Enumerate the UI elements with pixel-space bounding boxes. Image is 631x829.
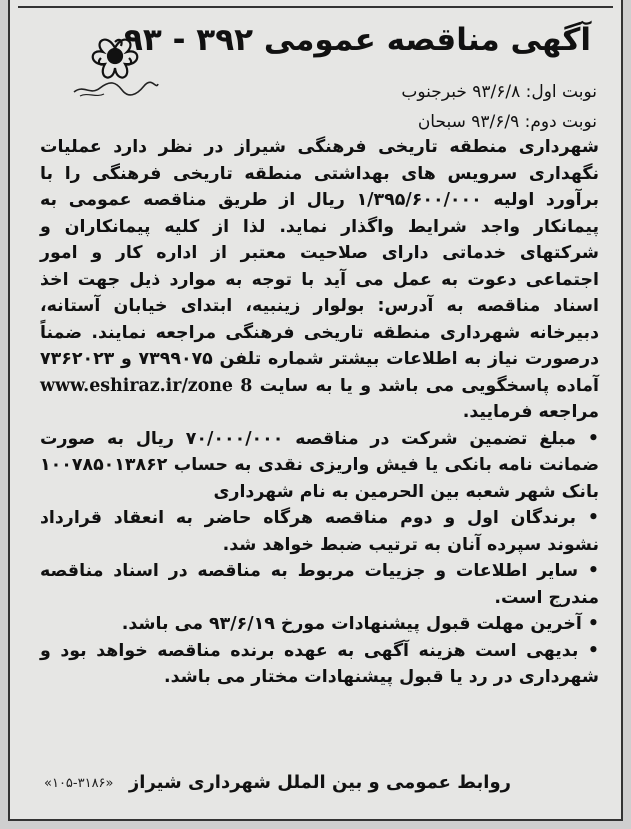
- second-publication-notice: نوبت دوم: ۹۳/۶/۹ سبحان: [417, 112, 597, 132]
- top-rule: [18, 6, 613, 8]
- newspaper-clipping: [8, 0, 623, 821]
- bullet-guarantee: • مبلغ تضمین شرکت در مناقصه ۷۰/۰۰۰/۰۰۰ ریال به صورت ضمانت نامه بانکی یا فیش واریزی نقدی به حساب ۱۰۰۷۸۵۰۱۳۸۶۲ بانک شهر شعبه بین الحرمین به نام شهرداری: [40, 428, 599, 502]
- page-title: آگهی مناقصه عمومی ۳۹۲ - ۹۳: [123, 22, 591, 58]
- main-paragraph: [40, 134, 599, 426]
- main-paragraph-end: مراجعه فرمایید.: [462, 402, 599, 422]
- ad-code: «۱۰۵-۳۱۸۶»: [44, 776, 114, 791]
- main-paragraph-text: شهرداری منطقه تاریخی فرهنگی شیراز در نظر دارد عملیات نگهداری سرویس های بهداشتی منطقه تاریخی فرهنگی را با برآورد اولیه ۱/۳۹۵/۶۰۰/۰۰۰ ریال از طریق مناقصه عمومی به پیمانکار واجد شرایط واگذار نماید. لذا از کلیه پیمانکاران و شرکتهای خدماتی دارای صلاحیت معتبر از اداره کار و امور اجتماعی دعوت به عمل می آید با توجه به موارد ذیل جهت اخذ اسناد مناقصه به آدرس: بولوار زینبیه، ابتدای خیابان آستانه، دبیرخانه شهرداری منطقه تاریخی فرهنگی مراجعه نمایند. ضمناً درصورت نیاز به اطلاعات بیشتر شماره تلفن ۷۳۹۹۰۷۵ و ۷۳۶۲۰۲۳ آماده پاسخگویی می باشد و یا به سایت: [40, 137, 600, 396]
- first-publication-notice: نوبت اول: ۹۳/۶/۸ خبرجنوب: [401, 82, 597, 102]
- bullet-costs: • بدیهی است هزینه آگهی به عهده برنده مناقصه خواهد بود و شهرداری در رد یا قبول پیشنهادات مختار می باشد.: [40, 640, 599, 687]
- bullet-winners: • برندگان اول و دوم مناقصه هرگاه حاضر به انعقاد قرارداد نشوند سپرده آنان به ترتیب ضبط خواهد شد.: [40, 508, 599, 555]
- signature-line: روابط عمومی و بین الملل شهرداری شیراز: [128, 772, 511, 793]
- website-link[interactable]: www.eshiraz.ir/zone 8: [40, 375, 253, 396]
- logo-script-signature: [70, 78, 160, 100]
- bullet-documents: • سایر اطلاعات و جزییات مربوط به مناقصه در اسناد مناقصه مندرج است.: [40, 561, 599, 608]
- tender-body: [40, 134, 599, 691]
- bullet-deadline: • آخرین مهلت قبول پیشنهادات مورخ ۹۳/۶/۱۹ می باشد.: [121, 614, 599, 634]
